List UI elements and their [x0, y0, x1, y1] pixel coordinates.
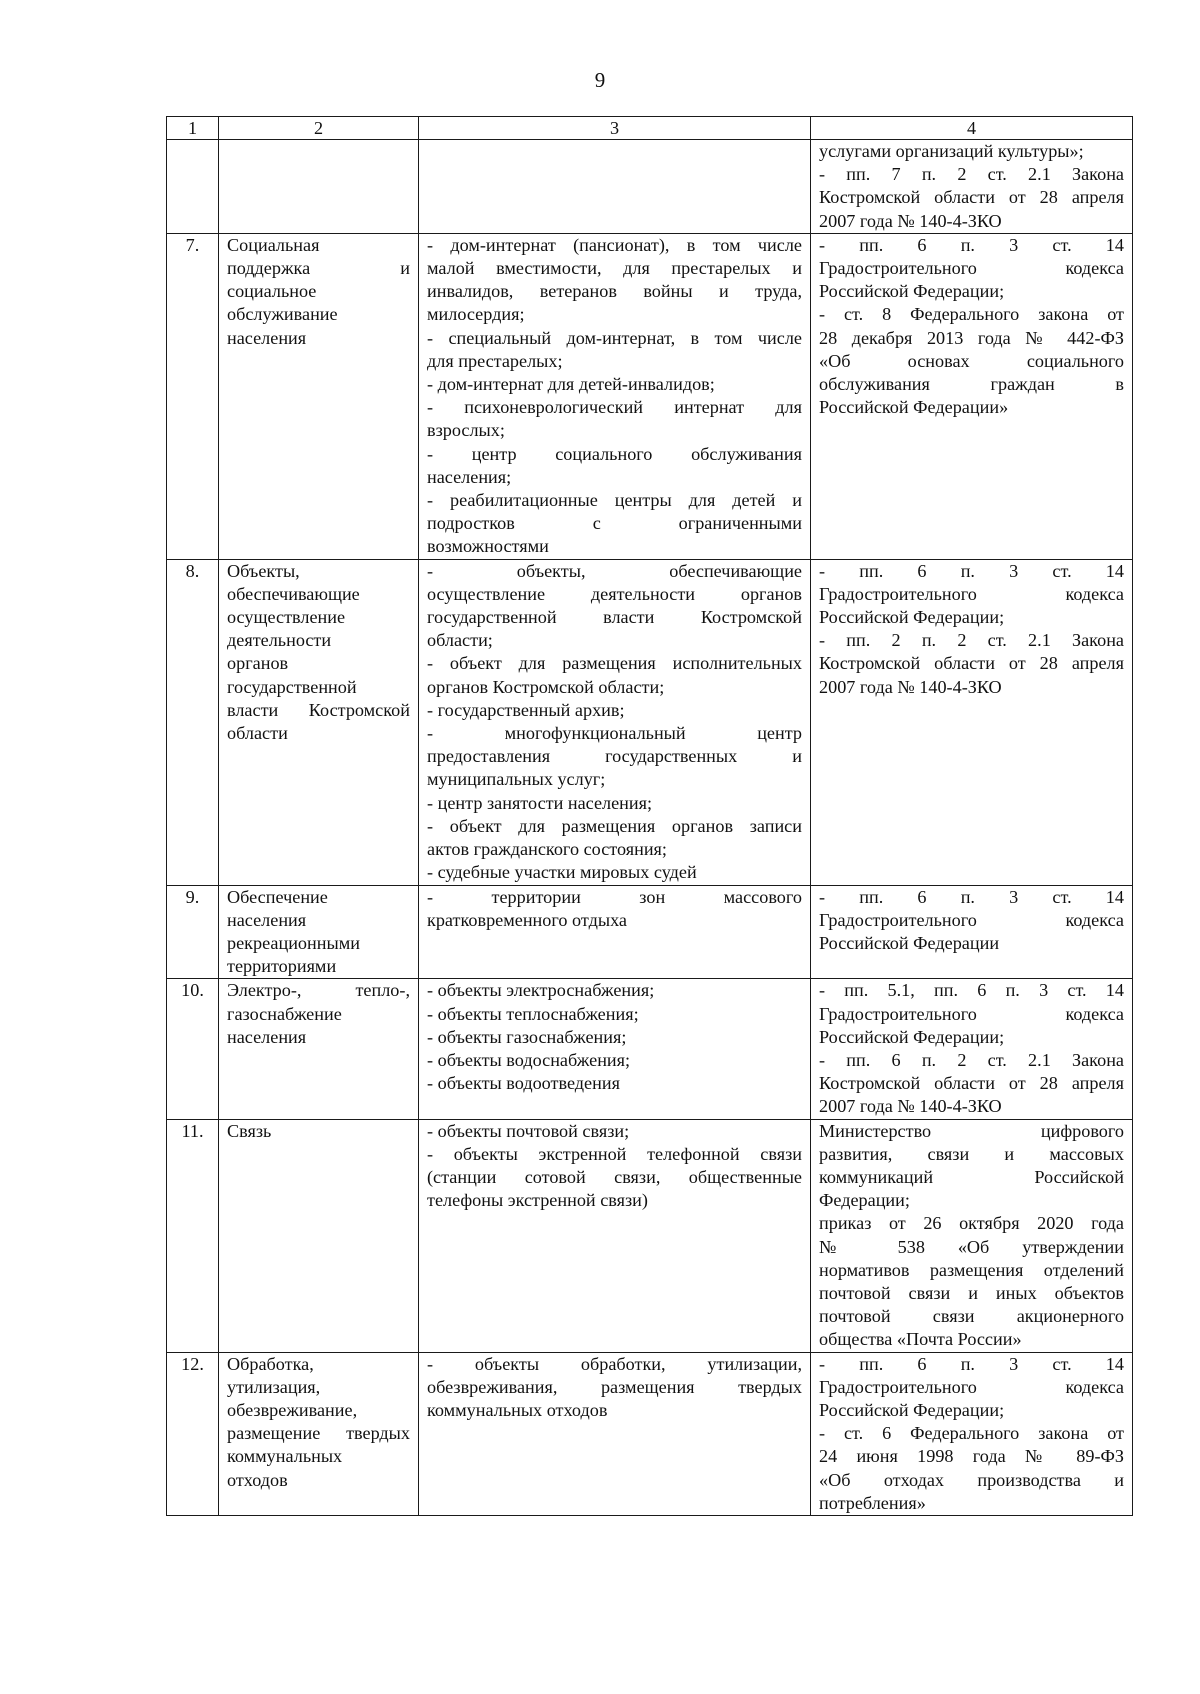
text-line: возможностями — [427, 536, 549, 557]
objects-cell — [419, 1352, 811, 1515]
text-line: - дом-интернат (пансионат), в том числе — [427, 234, 802, 255]
text-line: обезвреживание, — [227, 1399, 358, 1420]
text-line: газоснабжение — [227, 1003, 342, 1024]
row-number-cell — [167, 140, 219, 234]
text-line: отходов — [227, 1469, 288, 1490]
text-line: Российской Федерации — [819, 932, 1000, 953]
text-line: почтовой связи акционерного — [819, 1306, 1124, 1327]
text-line: - психоневрологический интернат для — [427, 397, 802, 418]
text-line: поддержка и — [227, 258, 410, 279]
text-line: - объекты почтовой связи; — [427, 1120, 630, 1141]
regulation-table — [166, 116, 1133, 1516]
legal-basis-cell — [811, 233, 1133, 559]
text-line: Российской Федерации; — [819, 1399, 1005, 1420]
legal-basis-cell — [811, 1119, 1133, 1352]
text-line: деятельности — [227, 630, 332, 651]
text-line: развития, связи и массовых — [819, 1143, 1124, 1164]
text-line: 28 декабря 2013 года № 442-ФЗ — [819, 327, 1124, 348]
text-line: - пп. 6 п. 3 ст. 14 — [819, 1353, 1124, 1374]
row-number-cell: 11. — [167, 1119, 219, 1352]
text-line: общества «Почта России» — [819, 1329, 1022, 1350]
legal-basis-cell — [811, 140, 1133, 234]
text-line: - пп. 6 п. 3 ст. 14 — [819, 234, 1124, 255]
text-line: области — [227, 723, 288, 744]
category-cell — [219, 559, 419, 885]
text-line: - объекты водоснабжения; — [427, 1049, 631, 1070]
text-line: рекреационными — [227, 932, 360, 953]
category-cell — [219, 1352, 419, 1515]
text-line: обслуживания граждан в — [819, 374, 1124, 395]
text-line: коммунальных — [227, 1446, 343, 1467]
text-line: коммунальных отходов — [427, 1399, 608, 1420]
text-line: - пп. 6 п. 3 ст. 14 — [819, 886, 1124, 907]
text-line: населения; — [427, 466, 512, 487]
text-line: обслуживание — [227, 304, 338, 325]
text-line: Федерации; — [819, 1190, 910, 1211]
category-cell — [219, 1119, 419, 1352]
text-line: кратковременного отдыха — [427, 909, 627, 930]
text-line: - ст. 8 Федерального закона от — [819, 304, 1124, 325]
text-line: - пп. 7 п. 2 ст. 2.1 Закона — [819, 164, 1124, 185]
text-line: Костромской области от 28 апреля — [819, 1073, 1124, 1094]
text-line: - объекты, обеспечивающие — [427, 560, 802, 581]
text-line: Градостроительного кодекса — [819, 258, 1124, 279]
legal-basis-cell — [811, 979, 1133, 1119]
category-cell — [219, 233, 419, 559]
legal-basis-cell — [811, 1352, 1133, 1515]
objects-cell — [419, 233, 811, 559]
text-line: - объекты электроснабжения; — [427, 980, 655, 1001]
text-line: предоставления государственных и — [427, 746, 802, 767]
text-line: - пп. 6 п. 3 ст. 14 — [819, 560, 1124, 581]
table-row — [167, 885, 1133, 979]
text-line: № 538 «Об утверждении — [819, 1236, 1124, 1257]
row-number-cell: 9. — [167, 885, 219, 979]
legal-basis-cell — [811, 885, 1133, 979]
text-line: Социальная — [227, 234, 320, 255]
header-cell-4: 4 — [811, 117, 1133, 140]
text-line: Российской Федерации; — [819, 1026, 1005, 1047]
text-line: милосердия; — [427, 304, 525, 325]
text-line: муниципальных услуг; — [427, 769, 606, 790]
text-line: подростков с ограниченными — [427, 513, 802, 534]
text-line: Градостроительного кодекса — [819, 1003, 1124, 1024]
text-line: Объекты, — [227, 560, 300, 581]
text-line: - территории зон массового — [427, 886, 802, 907]
objects-cell — [419, 140, 811, 234]
text-line: - объект для размещения органов записи — [427, 815, 802, 836]
table-row — [167, 140, 1133, 234]
text-line: - дом-интернат для детей-инвалидов; — [427, 374, 715, 395]
text-line: - объекты теплоснабжения; — [427, 1003, 639, 1024]
text-line: - реабилитационные центры для детей и — [427, 490, 802, 511]
category-cell — [219, 140, 419, 234]
text-line: Градостроительного кодекса — [819, 1376, 1124, 1397]
text-line: для престарелых; — [427, 350, 563, 371]
table-row — [167, 1352, 1133, 1515]
text-line: услугами организаций культуры»; — [819, 141, 1084, 161]
text-line: Градостроительного кодекса — [819, 583, 1124, 604]
text-line: - специальный дом-интернат, в том числе — [427, 327, 802, 348]
text-line: Костромской области от 28 апреля — [819, 653, 1124, 674]
text-line: коммуникаций Российской — [819, 1166, 1124, 1187]
text-line: потребления» — [819, 1492, 926, 1513]
category-cell — [219, 979, 419, 1119]
text-line: актов гражданского состояния; — [427, 839, 667, 860]
text-line: населения — [227, 1026, 307, 1047]
objects-cell — [419, 559, 811, 885]
text-line: - пп. 5.1, пп. 6 п. 3 ст. 14 — [819, 980, 1124, 1001]
text-line: государственной власти Костромской — [427, 607, 802, 628]
text-line: социальное — [227, 281, 317, 302]
text-line: приказ от 26 октября 2020 года — [819, 1213, 1124, 1234]
text-line: утилизация, — [227, 1376, 321, 1397]
objects-cell — [419, 885, 811, 979]
text-line: - центр занятости населения; — [427, 792, 653, 813]
text-line: - пп. 6 п. 2 ст. 2.1 Закона — [819, 1049, 1124, 1070]
text-line: обеспечивающие — [227, 583, 360, 604]
header-cell-3: 3 — [419, 117, 811, 140]
text-line: «Об отходах производства и — [819, 1469, 1124, 1490]
table-row — [167, 233, 1133, 559]
text-line: власти Костромской — [227, 699, 410, 720]
text-line: - объекты водоотведения — [427, 1073, 620, 1094]
row-number-cell: 10. — [167, 979, 219, 1119]
text-line: обезвреживания, размещения твердых — [427, 1376, 802, 1397]
text-line: Российской Федерации; — [819, 281, 1005, 302]
text-line: - объект для размещения исполнительных — [427, 653, 802, 674]
text-line: почтовой связи и иных объектов — [819, 1282, 1124, 1303]
row-number-cell: 12. — [167, 1352, 219, 1515]
table-row — [167, 1119, 1133, 1352]
text-line: Связь — [227, 1120, 272, 1141]
text-line: населения — [227, 909, 307, 930]
text-line: 2007 года № 140-4-ЗКО — [819, 676, 1002, 697]
text-line: населения — [227, 327, 307, 348]
text-line: - объекты экстренной телефонной связи — [427, 1143, 802, 1164]
page-number: 9 — [594, 68, 606, 92]
text-line: Российской Федерации» — [819, 397, 1009, 418]
text-line: взрослых; — [427, 420, 505, 441]
objects-cell — [419, 1119, 811, 1352]
text-line: нормативов размещения отделений — [819, 1259, 1124, 1280]
text-line: 2007 года № 140-4-ЗКО — [819, 210, 1002, 231]
text-line: территориями — [227, 956, 337, 977]
table-body — [167, 140, 1133, 1516]
row-number-cell: 7. — [167, 233, 219, 559]
table-row — [167, 979, 1133, 1119]
text-line: - центр социального обслуживания — [427, 443, 802, 464]
text-line: осуществление — [227, 607, 346, 628]
table-header — [167, 117, 1133, 140]
text-line: Обеспечение — [227, 886, 328, 907]
text-line: 2007 года № 140-4-ЗКО — [819, 1096, 1002, 1117]
objects-cell — [419, 979, 811, 1119]
text-line: Российской Федерации; — [819, 607, 1005, 628]
text-line: - объекты обработки, утилизации, — [427, 1353, 802, 1374]
text-line: - многофункциональный центр — [427, 723, 802, 744]
text-line: размещение твердых — [227, 1423, 410, 1444]
text-line: (станции сотовой связи, общественные — [427, 1166, 802, 1187]
category-cell — [219, 885, 419, 979]
header-row — [167, 117, 1133, 140]
text-line: малой вместимости, для престарелых и — [427, 258, 802, 279]
text-line: телефоны экстренной связи) — [427, 1190, 648, 1211]
text-line: - пп. 2 п. 2 ст. 2.1 Закона — [819, 630, 1124, 651]
text-line: осуществление деятельности органов — [427, 583, 802, 604]
text-line: Министерство цифрового — [819, 1120, 1124, 1141]
text-line: - объекты газоснабжения; — [427, 1026, 627, 1047]
text-line: Костромской области от 28 апреля — [819, 187, 1124, 208]
text-line: - судебные участки мировых судей — [427, 862, 697, 883]
header-cell-2: 2 — [219, 117, 419, 140]
text-line: Градостроительного кодекса — [819, 909, 1124, 930]
text-line: инвалидов, ветеранов войны и труда, — [427, 281, 802, 302]
header-cell-1: 1 — [167, 117, 219, 140]
text-line: 24 июня 1998 года № 89-ФЗ — [819, 1446, 1124, 1467]
text-line: - ст. 6 Федерального закона от — [819, 1423, 1124, 1444]
text-line: органов — [227, 653, 289, 674]
text-line: Обработка, — [227, 1353, 314, 1374]
legal-basis-cell — [811, 559, 1133, 885]
row-number-cell: 8. — [167, 559, 219, 885]
text-line: Электро-, тепло-, — [227, 980, 410, 1001]
text-line: органов Костромской области; — [427, 676, 665, 697]
text-line: - государственный архив; — [427, 699, 625, 720]
table-row — [167, 559, 1133, 885]
text-line: «Об основах социального — [819, 350, 1124, 371]
text-line: области; — [427, 630, 493, 651]
text-line: государственной — [227, 676, 357, 697]
